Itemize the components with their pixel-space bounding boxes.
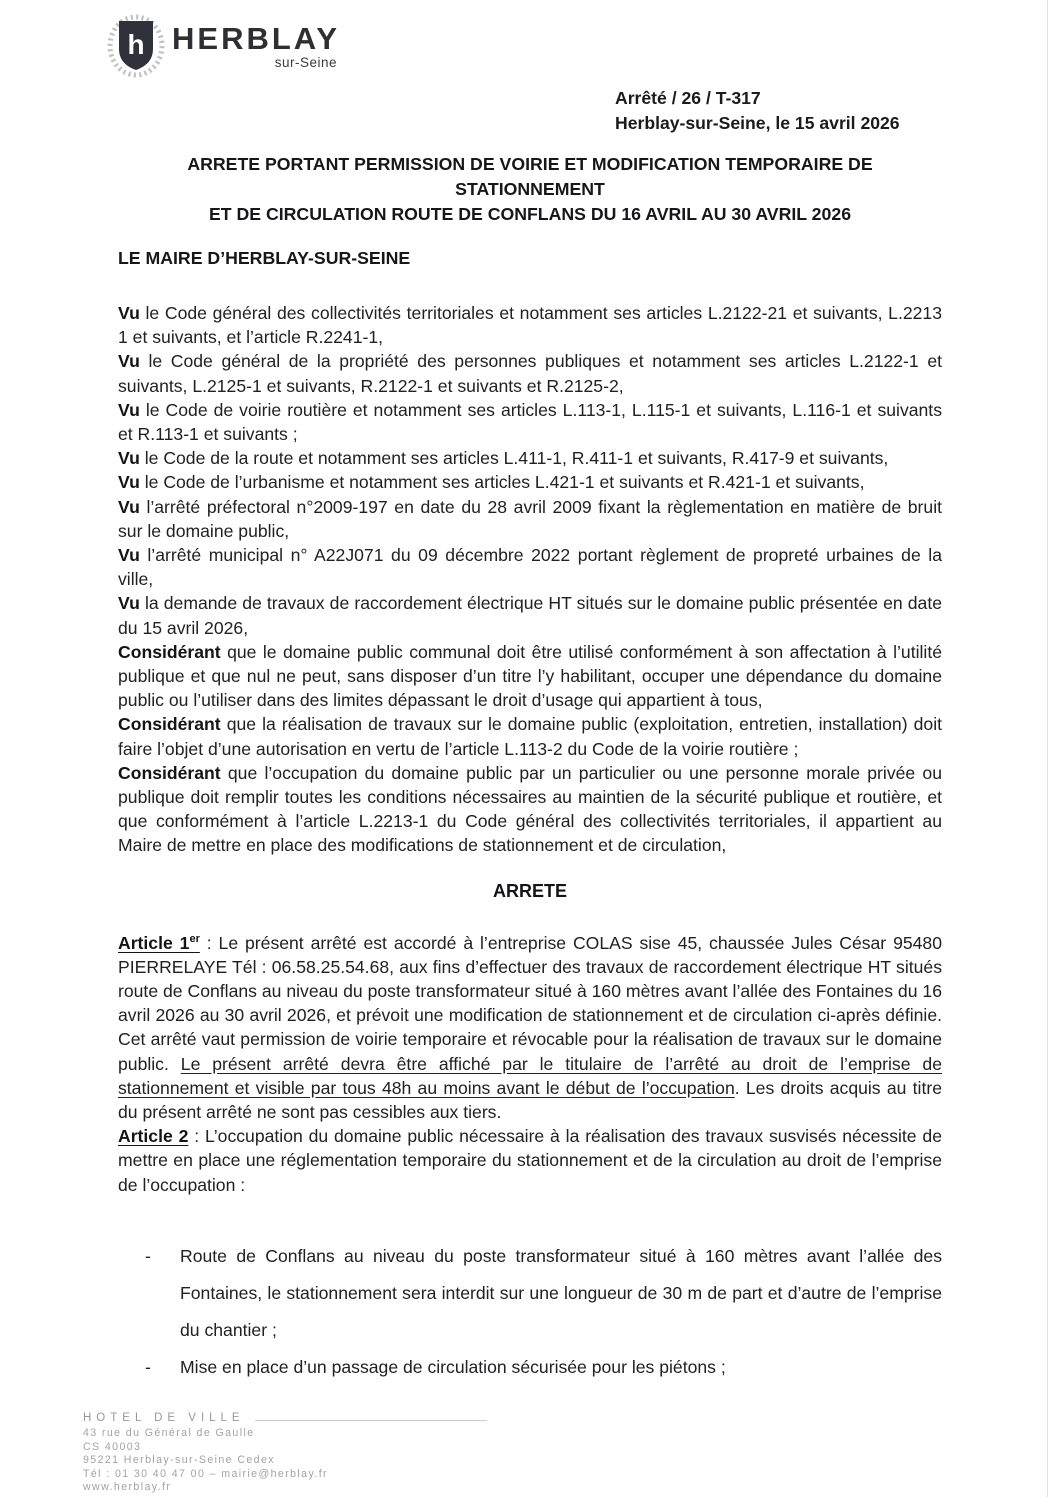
recital-lead: Considérant <box>118 762 221 783</box>
footer-line-5: www.herblay.fr <box>83 1481 172 1494</box>
bullet-text: Route de Conflans au niveau du poste transformateur situé à 160 mètres avant l’allée des Fontaines, le stationnement sera interdit sur une longueur de 30 m de part et d’autre de l’emprise du chantier ; <box>180 1245 942 1340</box>
city-logo <box>106 14 340 83</box>
recital-lead: Considérant <box>118 641 221 662</box>
article-1-text-segment: : Le présent arrêté est accordé à l’entreprise COLAS sise 45, chaussée Jules César 95480 PIERRELAYE Tél : 06.58.25.54.68, aux fins d’effectuer des travaux de raccordement électrique HT situés route de Conflans au niveau du poste transformateur situé à 160 mètres avant l’allée des Fontaines du 16 avril 2026 au 30 avril 2026, et prévoit une modification de stationnement et de circulation ci-après définie. Cet arrêté vaut permission de voirie temporaire et révocable pour la réalisation de travaux sur le domaine public. <box>118 932 942 1074</box>
recital-text: l’arrêté préfectoral n°2009-197 en date du 28 avril 2009 fixant la règlementation en matière de bruit sur le domaine public, <box>118 496 942 541</box>
recital-lead: Vu <box>118 351 140 372</box>
recital-paragraph-8 <box>118 591 942 639</box>
recital-lead: Vu <box>118 593 140 614</box>
article-1-text-segment: . Les droits acquis au titre du présent arrêté ne sont pas cessibles aux tiers. <box>118 1077 942 1122</box>
bullet-list <box>118 1238 942 1386</box>
recital-paragraph-3 <box>118 398 942 446</box>
city-crest-icon <box>106 14 166 83</box>
footer-address <box>83 1427 487 1495</box>
city-name: HERBLAY <box>172 21 340 56</box>
article-1-text <box>118 933 942 1122</box>
bullet-text: Mise en place d’un passage de circulation sécurisée pour les piétons ; <box>180 1356 726 1377</box>
reference-block <box>615 86 900 136</box>
recital-paragraph-6 <box>118 495 942 543</box>
recital-paragraph-9 <box>118 640 942 713</box>
city-subname: sur-Seine <box>274 55 337 70</box>
footer-title: HOTEL DE VILLE <box>83 1412 245 1424</box>
recital-paragraph-10 <box>118 712 942 760</box>
recital-text: la demande de travaux de raccordement électrique HT situés sur le domaine public présentée en date du 15 avril 2026, <box>118 593 942 638</box>
recital-lead: Considérant <box>118 714 221 735</box>
footer-line-2: CS 40003 <box>83 1440 142 1453</box>
article-1-underlined-sentence: Le présent arrêté devra être affiché par le titulaire de l’arrêté au droit de l’emprise de stationnement et visible par tous 48h au moins avant le début de l’occupation <box>118 1053 942 1098</box>
recital-paragraph-5 <box>118 470 942 494</box>
recital-lead: Vu <box>118 496 140 517</box>
footer-title-row <box>83 1412 487 1424</box>
recital-lead: Vu <box>118 545 140 566</box>
recital-text: le Code de la route et notamment ses articles L.411-1, R.411-1 et suivants, R.417-9 et suivants, <box>139 448 889 469</box>
recital-text: le Code de l’urbanisme et notamment ses articles L.421-1 et suivants et R.421-1 et suivants, <box>139 472 865 493</box>
city-logo-text <box>172 21 340 70</box>
recital-paragraph-2 <box>118 349 942 397</box>
recital-paragraph-7 <box>118 543 942 591</box>
footer-line-1: 43 rue du Général de Gaulle <box>83 1427 255 1439</box>
recital-text: que l’occupation du domaine public par un particulier ou une personne morale privée ou publique doit remplir toutes les conditions nécessaires au maintien de la sécurité publique et routière, et que conformément à l’article L.2213-1 du Code général des collectivités territoriales, il appartient au Maire de mettre en place des modifications de stationnement et de circulation, <box>118 762 942 856</box>
place-and-date: Herblay-sur-Seine, le 15 avril 2026 <box>615 113 900 133</box>
bullet-item-1 <box>118 1238 942 1349</box>
article-1-label-text: Article 1 <box>118 932 190 953</box>
recital-paragraph-1 <box>118 301 942 349</box>
article-1-label <box>118 933 200 953</box>
decree-title-line-2: ET DE CIRCULATION ROUTE DE CONFLANS DU 16 AVRIL AU 30 AVRIL 2026 <box>208 204 852 224</box>
recital-text: le Code général de la propriété des personnes publiques et notamment ses articles L.2122-1 et suivants, L.2125-1 et suivants, R.2122-1 et suivants et R.2125-2, <box>118 351 942 396</box>
article-2-paragraph <box>118 1124 942 1197</box>
recital-paragraph-4 <box>118 446 942 470</box>
article-1-label-sup: er <box>189 932 200 945</box>
arrete-heading: ARRETE <box>492 880 567 901</box>
recital-lead: Vu <box>118 303 140 323</box>
article-2-text: : L’occupation du domaine public nécessaire à la réalisation des travaux susvisés nécessite de mettre en place une réglementation temporaire du stationnement et de la circulation au droit de l’emprise de l’occupation : <box>118 1126 942 1195</box>
article-2-label: Article 2 <box>118 1126 189 1147</box>
footer-line-4: Tél : 01 30 40 47 00 – mairie@herblay.fr <box>83 1467 328 1480</box>
svg-text:h: h <box>127 29 145 60</box>
recital-lead: Vu <box>118 448 140 469</box>
bullet-item-2 <box>118 1349 942 1386</box>
recital-paragraph-11 <box>118 761 942 858</box>
recital-lead: Vu <box>118 399 140 420</box>
document-body <box>118 152 942 1386</box>
bullet-dash-icon: - <box>145 1356 151 1377</box>
recital-text: le Code général des collectivités territoriales et notamment ses articles L.2122-21 et suivants, L.2213 1 et suivants, et l’article R.2241-1, <box>118 303 942 348</box>
recital-text: que la réalisation de travaux sur le domaine public (exploitation, entretien, installation) doit faire l’objet d’une autorisation en vertu de l’article L.113-2 du Code de la voirie routière ; <box>118 714 942 759</box>
footer-line-3: 95221 Herblay-sur-Seine Cedex <box>83 1454 275 1467</box>
footer-rule <box>255 1420 487 1421</box>
scan-edge-artifact <box>1047 0 1048 1497</box>
decree-reference: Arrêté / 26 / T-317 <box>615 88 761 108</box>
recital-text: que le domaine public communal doit être utilisé conformément à son affectation à l’utilité publique et que nul ne peut, sans disposer d’un titre l’y habilitant, occuper une dépendance du domaine public ou l’utiliser dans des limites dépassant le droit d’usage qui appartient à tous, <box>118 641 942 711</box>
mayor-heading: LE MAIRE D’HERBLAY-SUR-SEINE <box>118 248 411 268</box>
bullet-dash-icon: - <box>145 1245 151 1266</box>
recital-lead: Vu <box>118 472 140 493</box>
recital-text: le Code de voirie routière et notamment ses articles L.113-1, L.115-1 et suivants, L.116-1 et suivants et R.113-1 et suivants ; <box>118 399 942 445</box>
recital-text: l’arrêté municipal n° A22J071 du 09 décembre 2022 portant règlement de propreté urbaines de la ville, <box>118 545 942 590</box>
footer <box>83 1412 487 1495</box>
recitals-section <box>118 301 942 858</box>
article-1-paragraph <box>118 927 942 1124</box>
decree-title-line-1: ARRETE PORTANT PERMISSION DE VOIRIE ET MODIFICATION TEMPORAIRE DE STATIONNEMENT <box>187 154 873 199</box>
